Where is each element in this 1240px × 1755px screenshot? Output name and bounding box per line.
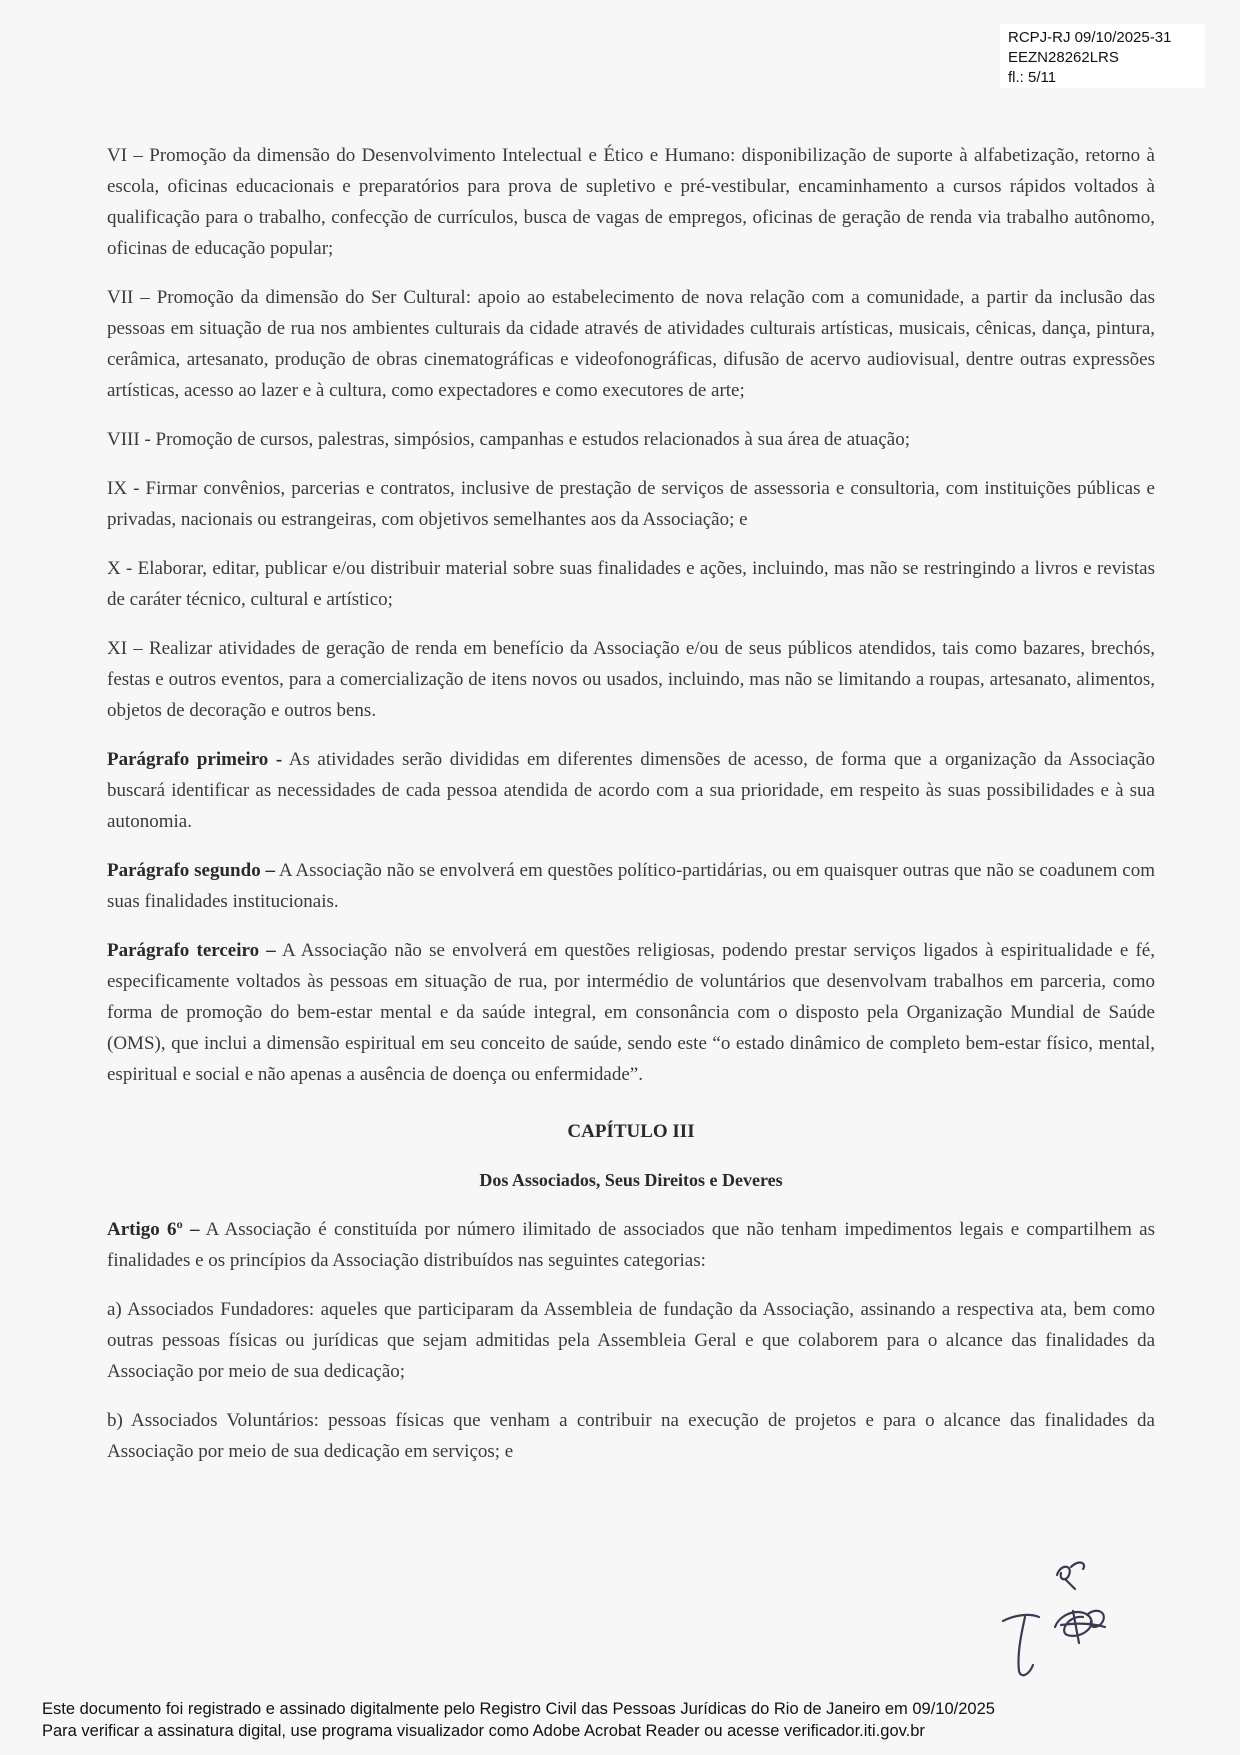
footer-verification-line: Para verificar a assinatura digital, use programa visualizador como Adobe Acrobat Reader ou acesse verificador.iti.gov.br (42, 1722, 925, 1740)
item-ix: IX - Firmar convênios, parcerias e contratos, inclusive de prestação de serviços de assessoria e consultoria, com instituições públicas e privadas, nacionais ou estrangeiras, com objetivos semelhantes aos da Associação; e (107, 478, 1155, 530)
item-x: X - Elaborar, editar, publicar e/ou distribuir material sobre suas finalidades e ações, incluindo, mas não se restringindo a livros e revistas de caráter técnico, cultural e artístico; (107, 558, 1155, 610)
paragraph-third-label: Parágrafo terceiro – (107, 940, 276, 961)
article-6-text: A Associação é constituída por número ilimitado de associados que não tenham impedimentos legais e compartilhem as finalidades e os princípios da Associação distribuídos nas seguintes categorias: (107, 1219, 1155, 1271)
document-body (107, 140, 1155, 1485)
item-vii: VII – Promoção da dimensão do Ser Cultural: apoio ao estabelecimento de nova relação com a comunidade, a partir da inclusão das pessoas em situação de rua nos ambientes culturais da cidade através de atividades culturais artísticas, musicais, cênicas, dança, pintura, cerâmica, artesanato, produção de obras cinematográficas e videofonográficas, difusão de acervo audiovisual, dentre outras expressões artísticas, acesso ao lazer e à cultura, como expectadores e como executores de arte; (107, 287, 1155, 401)
registry-stamp (1000, 24, 1205, 88)
stamp-page-line: fl.: 5/11 (1008, 69, 1057, 86)
item-b: b) Associados Voluntários: pessoas físicas que venham a contribuir na execução de projetos e para o alcance das finalidades da Associação por meio de sua dedicação em serviços; e (107, 1410, 1155, 1462)
article-6 (107, 1214, 1155, 1276)
footer-registration-line: Este documento foi registrado e assinado digitalmente pelo Registro Civil das Pessoas Jurídicas do Rio de Janeiro em 09/10/2025 (42, 1700, 995, 1718)
paragraph-first (107, 744, 1155, 837)
chapter-subtitle: Dos Associados, Seus Direitos e Deveres (479, 1170, 783, 1190)
handwritten-signature (995, 1555, 1145, 1685)
paragraph-second (107, 855, 1155, 917)
paragraph-second-label: Parágrafo segundo – (107, 860, 276, 881)
stamp-code-line: EEZN28262LRS (1008, 49, 1119, 66)
item-vi: VI – Promoção da dimensão do Desenvolvimento Intelectual e Ético e Humano: disponibilização de suporte à alfabetização, retorno à escola, oficinas educacionais e preparatórios para prova de supletivo e pré-vestibular, encaminhamento a cursos rápidos voltados à qualificação para o trabalho, confecção de currículos, busca de vagas de empregos, oficinas de geração de renda via trabalho autônomo, oficinas de educação popular; (107, 145, 1155, 259)
paragraph-second-text: A Associação não se envolverá em questões político-partidárias, ou em quaisquer outras que não se coadunem com suas finalidades institucionais. (107, 860, 1155, 912)
item-viii: VIII - Promoção de cursos, palestras, simpósios, campanhas e estudos relacionados à sua área de atuação; (107, 429, 911, 450)
registration-footer (42, 1698, 1222, 1742)
stamp-registry-line: RCPJ-RJ 09/10/2025-31 (1008, 29, 1172, 46)
paragraph-first-label: Parágrafo primeiro - (107, 749, 283, 770)
article-6-label: Artigo 6º – (107, 1219, 200, 1240)
paragraph-third (107, 935, 1155, 1090)
item-xi: XI – Realizar atividades de geração de renda em benefício da Associação e/ou de seus públicos atendidos, tais como bazares, brechós, festas e outros eventos, para a comercialização de itens novos ou usados, incluindo, mas não se limitando a roupas, artesanato, alimentos, objetos de decoração e outros bens. (107, 638, 1155, 721)
chapter-title: CAPÍTULO III (567, 1121, 695, 1142)
item-a: a) Associados Fundadores: aqueles que participaram da Assembleia de fundação da Associação, assinando a respectiva ata, bem como outras pessoas físicas ou jurídicas que sejam admitidas pela Assembleia Geral e que colaborem para o alcance das finalidades da Associação por meio de sua dedicação; (107, 1299, 1155, 1382)
paragraph-first-text: As atividades serão divididas em diferentes dimensões de acesso, de forma que a organização da Associação buscará identificar as necessidades de cada pessoa atendida de acordo com a sua prioridade, em respeito às suas possibilidades e à sua autonomia. (107, 749, 1155, 832)
paragraph-third-text: A Associação não se envolverá em questões religiosas, podendo prestar serviços ligados à espiritualidade e fé, especificamente voltados às pessoas em situação de rua, por intermédio de voluntários que desenvolvam trabalhos em parceria, como forma de promoção do bem-estar mental e da saúde integral, em consonância com o disposto pela Organização Mundial de Saúde (OMS), que inclui a dimensão espiritual em seu conceito de saúde, sendo este “o estado dinâmico de completo bem-estar físico, mental, espiritual e social e não apenas a ausência de doença ou enfermidade”. (107, 940, 1155, 1085)
